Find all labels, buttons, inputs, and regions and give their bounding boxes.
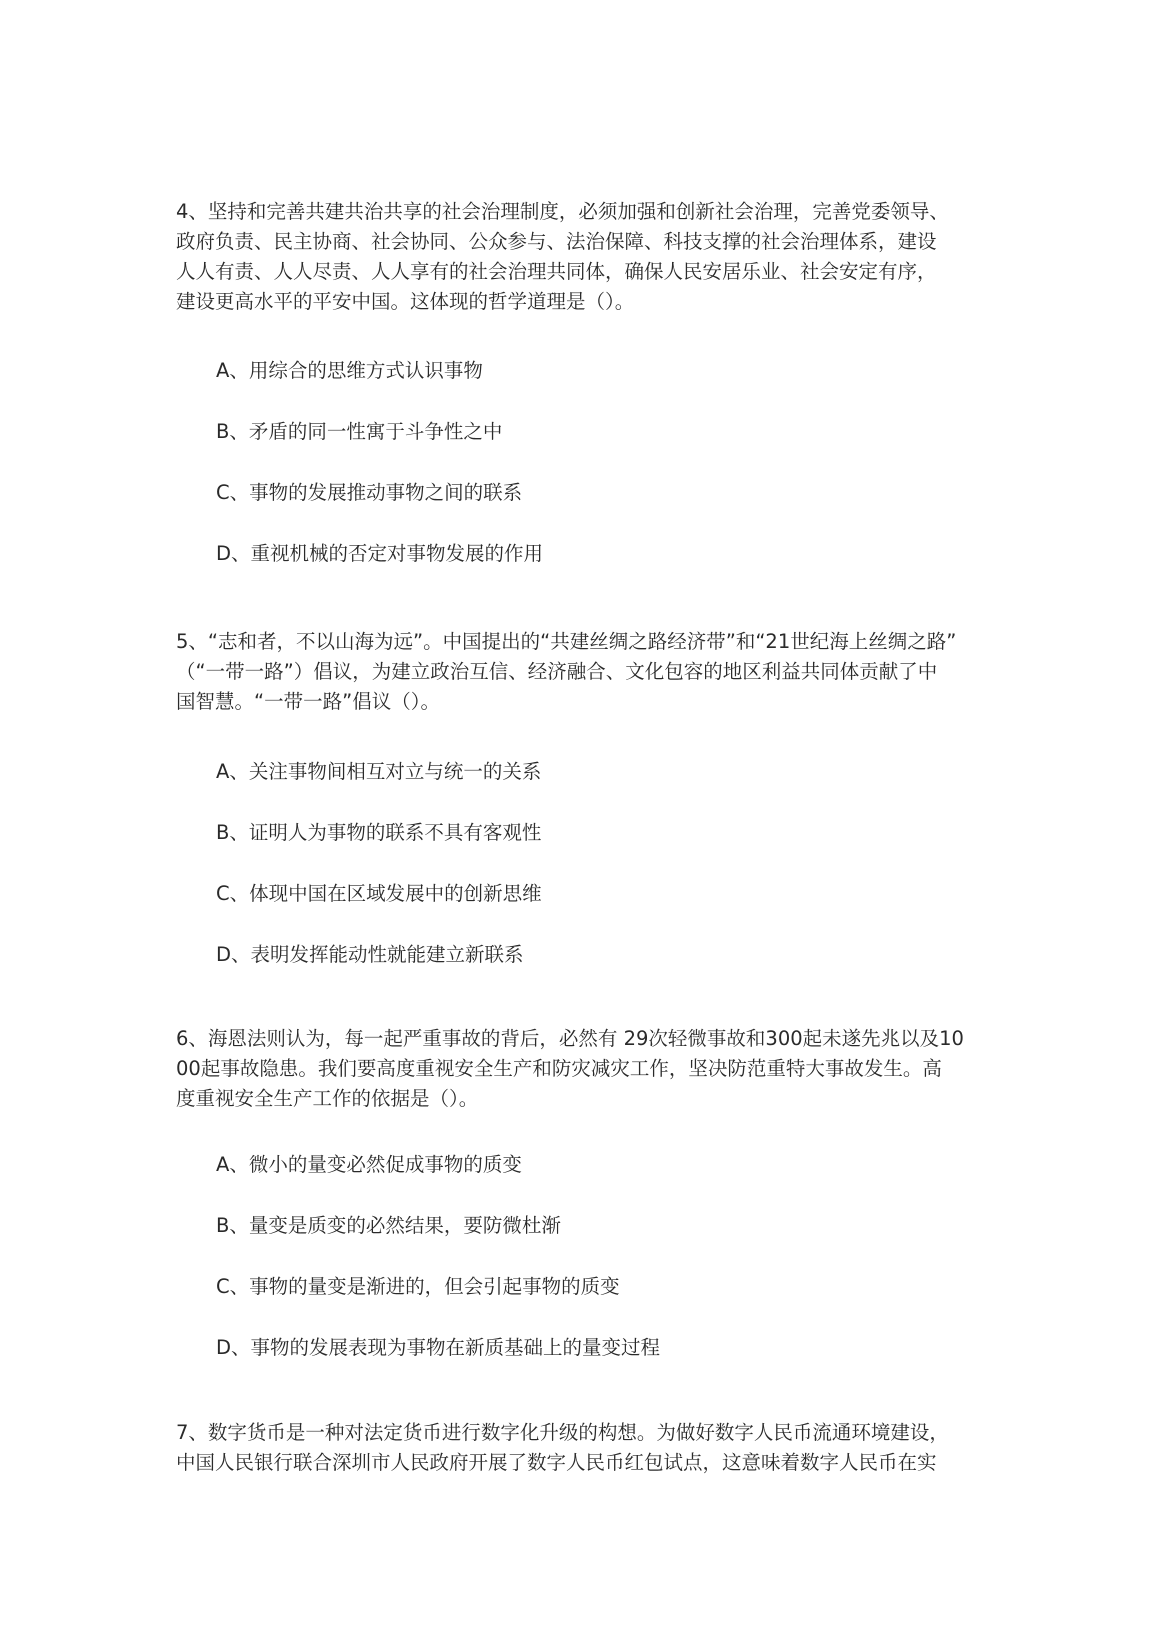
question-stem: 4、坚持和完善共建共治共享的社会治理制度，必须加强和创新社会治理，完善党委领导、 政府负责、民主协商、社会协同、公众参与、法治保障、科技支撑的社会治理体系，建设 人人有责、人人尽责、人人享有的社会治理共同体，确保人民安居乐业、社会安定有序， 建设更高水平的平安中国。这体现的哲学道理是（）。 bbox=[176, 200, 949, 313]
option-b: B、证明人为事物的联系不具有客观性 bbox=[216, 821, 542, 844]
question-6 bbox=[176, 1024, 996, 1363]
option-d: D、事物的发展表现为事物在新质基础上的量变过程 bbox=[216, 1336, 661, 1359]
option-d: D、表明发挥能动性就能建立新联系 bbox=[216, 943, 524, 966]
question-stem: 6、海恩法则认为，每一起严重事故的背后，必然有 29次轻微事故和300起未遂先兆以及10 00起事故隐患。我们要高度重视安全生产和防灾减灾工作，坚决防范重特大事故发生。高 度重视安全生产工作的依据是（）。 bbox=[176, 1027, 964, 1110]
option-d: D、重视机械的否定对事物发展的作用 bbox=[216, 542, 544, 565]
option-c: C、事物的量变是渐进的，但会引起事物的质变 bbox=[216, 1275, 620, 1298]
option-b: B、矛盾的同一性寓于斗争性之中 bbox=[216, 420, 503, 443]
option-c: C、体现中国在区域发展中的创新思维 bbox=[216, 882, 542, 905]
option-a: A、微小的量变必然促成事物的质变 bbox=[216, 1153, 522, 1176]
option-a: A、关注事物间相互对立与统一的关系 bbox=[216, 760, 542, 783]
question-stem: 5、“志和者，不以山海为远”。中国提出的“共建丝绸之路经济带”和“21世纪海上丝绸之路” （“一带一路”）倡议，为建立政治互信、经济融合、文化包容的地区利益共同体贡献了中 国智慧。“一带一路”倡议（）。 bbox=[176, 630, 957, 713]
question-stem: 7、数字货币是一种对法定货币进行数字化升级的构想。为做好数字人民币流通环境建设， 中国人民银行联合深圳市人民政府开展了数字人民币红包试点，这意味着数字人民币在实 bbox=[176, 1421, 949, 1474]
option-a: A、用综合的思维方式认识事物 bbox=[216, 359, 483, 382]
question-5 bbox=[176, 627, 996, 970]
question-4 bbox=[176, 197, 996, 569]
option-c: C、事物的发展推动事物之间的联系 bbox=[216, 481, 523, 504]
question-7 bbox=[176, 1418, 996, 1478]
option-b: B、量变是质变的必然结果，要防微杜渐 bbox=[216, 1214, 561, 1237]
